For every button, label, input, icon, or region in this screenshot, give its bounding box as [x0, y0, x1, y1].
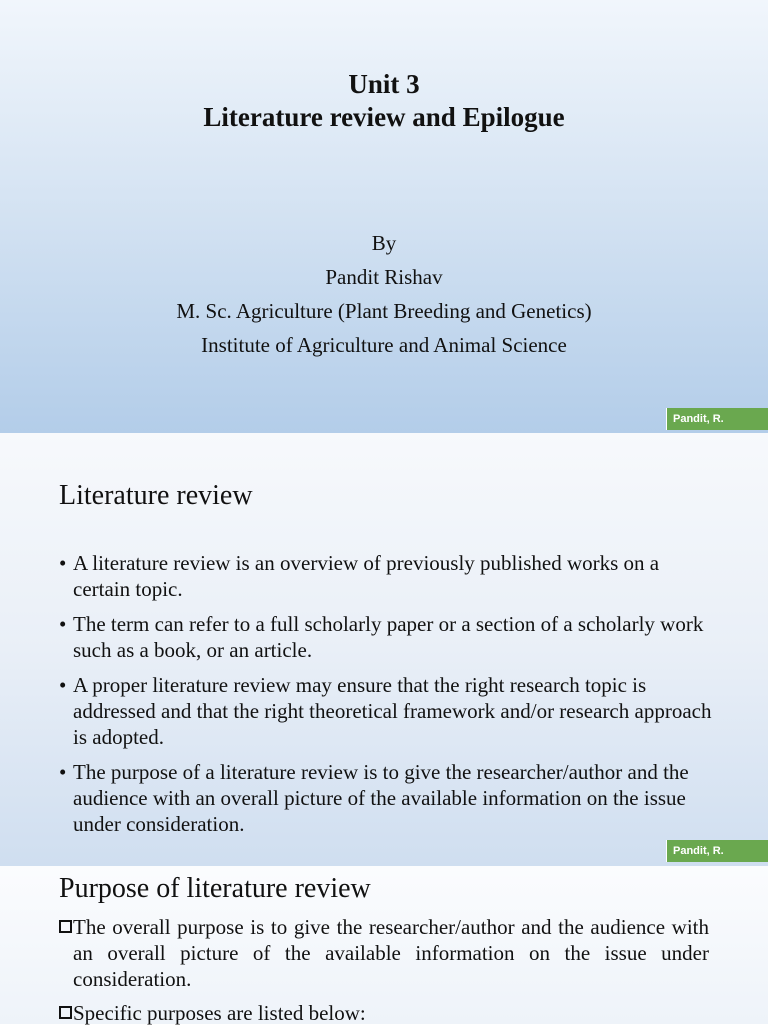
list-item [59, 672, 719, 750]
bullet-text: The term can refer to a full scholarly paper or a section of a scholarly work such as a book, or an article. [73, 612, 704, 662]
title-line-1: Unit 3 [348, 69, 420, 99]
list-item [59, 914, 709, 992]
footer-author-tag: Pandit, R. [666, 840, 768, 862]
author-name: Pandit Rishav [325, 265, 443, 289]
slide-3-heading: Purpose of literature review [59, 873, 371, 904]
author-block [0, 226, 768, 362]
bullet-icon: • [59, 673, 67, 697]
list-item [59, 550, 719, 602]
bullet-icon: • [59, 760, 67, 784]
slide-3-bullet-list [59, 914, 709, 1034]
checkbox-bullet-icon [59, 920, 72, 933]
bullet-text: The purpose of a literature review is to give the researcher/author and the audience with an overall picture of the available information on the issue under consideration. [73, 760, 689, 836]
slide-2-heading: Literature review [59, 480, 253, 511]
bullet-text: The overall purpose is to give the researcher/author and the audience with an overall picture of the available information on the issue under consideration. [73, 915, 709, 991]
bullet-text: Specific purposes are listed below: [73, 1001, 366, 1025]
bullet-icon: • [59, 612, 67, 636]
list-item [59, 611, 719, 663]
slide-2-bullet-list [59, 550, 719, 846]
list-item [59, 759, 719, 837]
author-institute: Institute of Agriculture and Animal Science [201, 333, 567, 357]
bullet-text: A literature review is an overview of previously published works on a certain topic. [73, 551, 660, 601]
list-item [59, 1000, 709, 1026]
footer-author-tag: Pandit, R. [666, 408, 768, 430]
checkbox-bullet-icon [59, 1006, 72, 1019]
bullet-text: A proper literature review may ensure that the right research topic is addressed and that the right theoretical framework and/or research approach is adopted. [73, 673, 712, 749]
slide-1-title [0, 68, 768, 134]
byline-by: By [371, 231, 397, 255]
bullet-icon: • [59, 551, 67, 575]
author-degree: M. Sc. Agriculture (Plant Breeding and Genetics) [176, 299, 592, 323]
slide-1 [0, 0, 768, 433]
title-line-2: Literature review and Epilogue [203, 102, 565, 132]
